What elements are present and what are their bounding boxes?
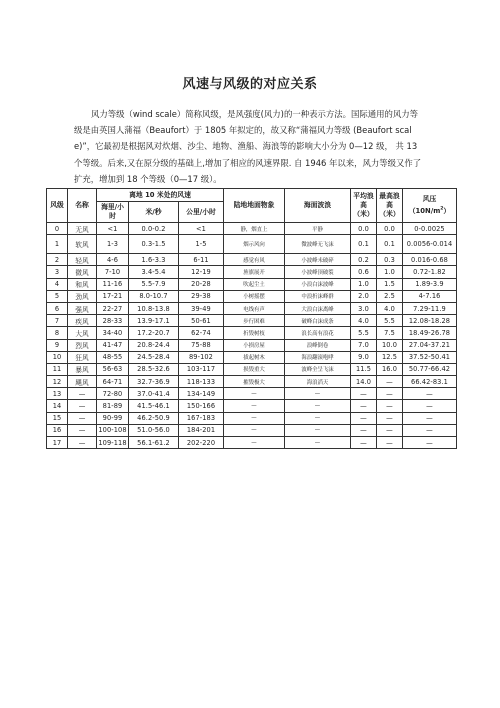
cell-sea: — <box>285 412 351 424</box>
cell-land: 小损房屋 <box>224 339 285 351</box>
cell-max-wave: 2.5 <box>377 290 403 302</box>
header-avg-wave: 平均浪高（米） <box>351 189 377 223</box>
cell-knots: 28-33 <box>97 315 129 327</box>
cell-name: — <box>68 412 97 424</box>
cell-avg-wave: — <box>351 437 377 449</box>
cell-name: — <box>68 400 97 412</box>
cell-name: 狂风 <box>68 351 97 363</box>
cell-pressure: 18.49-26.78 <box>403 327 457 339</box>
cell-pressure: — <box>403 437 457 449</box>
cell-knots: 90-99 <box>97 412 129 424</box>
cell-max-wave: — <box>377 437 403 449</box>
cell-sea: — <box>285 437 351 449</box>
cell-land: 步行困难 <box>224 315 285 327</box>
cell-level: 15 <box>47 412 68 424</box>
cell-kmh: 167-183 <box>179 412 224 424</box>
cell-sea: 浪长高有浪花 <box>285 327 351 339</box>
cell-avg-wave: 11.5 <box>351 363 377 375</box>
cell-level: 2 <box>47 254 68 266</box>
cell-ms: 20.8-24.4 <box>129 339 179 351</box>
table-row <box>47 351 457 363</box>
cell-kmh: 29-38 <box>179 290 224 302</box>
header-pressure-unit-base: （10N/m <box>408 206 441 215</box>
cell-knots: 81-89 <box>97 400 129 412</box>
cell-avg-wave: 4.0 <box>351 315 377 327</box>
cell-avg-wave: 0.0 <box>351 223 377 235</box>
cell-name: 轻风 <box>68 254 97 266</box>
header-pressure-unit-end: ） <box>443 206 451 215</box>
cell-land: 烟示风向 <box>224 235 285 254</box>
table-row <box>47 363 457 375</box>
cell-level: 17 <box>47 437 68 449</box>
cell-name: 微风 <box>68 266 97 278</box>
cell-avg-wave: 1.0 <box>351 278 377 290</box>
cell-name: 暴风 <box>68 363 97 375</box>
cell-max-wave: — <box>377 412 403 424</box>
cell-knots: 34-40 <box>97 327 129 339</box>
cell-ms: 10.8-13.8 <box>129 302 179 314</box>
table-row <box>47 254 457 266</box>
cell-pressure: 66.42-83.1 <box>403 376 457 388</box>
cell-level: 4 <box>47 278 68 290</box>
cell-knots: 64-71 <box>97 376 129 388</box>
cell-max-wave: — <box>377 400 403 412</box>
cell-name: — <box>68 388 97 400</box>
cell-land: 感觉有风 <box>224 254 285 266</box>
cell-pressure: 27.04-37.21 <box>403 339 457 351</box>
table-row <box>47 302 457 314</box>
cell-knots: 100-108 <box>97 424 129 436</box>
intro-paragraph: 风力等级（wind scale）简称风级，是风强度(风力)的一种表示方法。国际通用的风力等级是由英国人蒲福（Beaufort）于 1805 年拟定的，故又称“蒲福风力等级 (Beaufort scale)”，它最初是根据风对炊烟、沙尘、地物、渔船、海浪等的影响大小分为 0—12 级， 共 13 个等级。后来,又在原分级的基础上,增加了相应的风速界限. 自 1946 年以来，风力等级又作了扩充，增加到 18 个等级（0—17 级）。 <box>74 109 422 184</box>
cell-avg-wave: — <box>351 388 377 400</box>
cell-pressure: 1.89-3.9 <box>403 278 457 290</box>
cell-knots: 41-47 <box>97 339 129 351</box>
cell-pressure: 4-7.16 <box>403 290 457 302</box>
header-pressure <box>403 189 457 223</box>
cell-land: 拔起树木 <box>224 351 285 363</box>
cell-max-wave: — <box>377 376 403 388</box>
cell-land: 吹起尘土 <box>224 278 285 290</box>
cell-land: — <box>224 437 285 449</box>
cell-pressure: 0-0.0025 <box>403 223 457 235</box>
cell-sea: 小波峰未破碎 <box>285 254 351 266</box>
cell-level: 5 <box>47 290 68 302</box>
cell-kmh: 12-19 <box>179 266 224 278</box>
cell-level: 16 <box>47 424 68 436</box>
header-pressure-label: 风压 <box>422 195 437 204</box>
cell-max-wave: — <box>377 388 403 400</box>
header-ms: 米/秒 <box>129 202 179 223</box>
table-row <box>47 376 457 388</box>
header-sea: 海面波浪 <box>285 189 351 223</box>
cell-name: 疾风 <box>68 315 97 327</box>
cell-avg-wave: 9.0 <box>351 351 377 363</box>
header-pressure-unit <box>409 207 450 215</box>
cell-ms: 17.2-20.7 <box>129 327 179 339</box>
cell-level: 7 <box>47 315 68 327</box>
cell-sea: — <box>285 400 351 412</box>
cell-max-wave: 10.0 <box>377 339 403 351</box>
table-row <box>47 315 457 327</box>
cell-max-wave: 5.5 <box>377 315 403 327</box>
table-row <box>47 424 457 436</box>
cell-land: 电线有声 <box>224 302 285 314</box>
cell-max-wave: — <box>377 424 403 436</box>
header-kmh: 公里/小时 <box>179 202 224 223</box>
cell-name: — <box>68 437 97 449</box>
cell-max-wave: 4.0 <box>377 302 403 314</box>
cell-max-wave: 0.3 <box>377 254 403 266</box>
cell-ms: 46.2-50.9 <box>129 412 179 424</box>
cell-name: 大风 <box>68 327 97 339</box>
cell-pressure: 12.08-18.28 <box>403 315 457 327</box>
cell-knots: 56-63 <box>97 363 129 375</box>
cell-sea: — <box>285 424 351 436</box>
cell-pressure: 0.016-0.68 <box>403 254 457 266</box>
cell-avg-wave: 3.0 <box>351 302 377 314</box>
cell-name: 和风 <box>68 278 97 290</box>
cell-max-wave: 7.5 <box>377 327 403 339</box>
cell-sea: 破峰白沫成条 <box>285 315 351 327</box>
cell-name: 强风 <box>68 302 97 314</box>
cell-name: 烈风 <box>68 339 97 351</box>
cell-pressure: 0.0056-0.014 <box>403 235 457 254</box>
cell-kmh: 62-74 <box>179 327 224 339</box>
cell-land: 旌旗展开 <box>224 266 285 278</box>
cell-sea: 海浪翻滚咆哮 <box>285 351 351 363</box>
cell-pressure: — <box>403 424 457 436</box>
table-row <box>47 412 457 424</box>
cell-land: 折毁树枝 <box>224 327 285 339</box>
cell-max-wave: 16.0 <box>377 363 403 375</box>
header-land: 陆地地面物象 <box>224 189 285 223</box>
cell-avg-wave: 14.0 <box>351 376 377 388</box>
cell-sea: 海浪滔天 <box>285 376 351 388</box>
cell-land: 小树摇摆 <box>224 290 285 302</box>
cell-level: 11 <box>47 363 68 375</box>
cell-pressure: — <box>403 400 457 412</box>
cell-avg-wave: 0.6 <box>351 266 377 278</box>
cell-max-wave: 1.0 <box>377 266 403 278</box>
cell-level: 0 <box>47 223 68 235</box>
cell-level: 9 <box>47 339 68 351</box>
cell-name: 软风 <box>68 235 97 254</box>
cell-avg-wave: — <box>351 412 377 424</box>
cell-max-wave: 0.1 <box>377 235 403 254</box>
cell-ms: 41.5-46.1 <box>129 400 179 412</box>
cell-sea: 小波峰顶破裂 <box>285 266 351 278</box>
header-max-wave: 最高浪高（米） <box>377 189 403 223</box>
cell-max-wave: 0.0 <box>377 223 403 235</box>
cell-land: — <box>224 400 285 412</box>
table-row <box>47 290 457 302</box>
cell-level: 6 <box>47 302 68 314</box>
cell-kmh: 75-88 <box>179 339 224 351</box>
table-row <box>47 266 457 278</box>
cell-knots: 7-10 <box>97 266 129 278</box>
cell-kmh: 20-28 <box>179 278 224 290</box>
table-row <box>47 400 457 412</box>
header-name: 名称 <box>68 189 97 223</box>
cell-sea: 中浪折沫峰群 <box>285 290 351 302</box>
cell-sea: — <box>285 388 351 400</box>
cell-avg-wave: 0.2 <box>351 254 377 266</box>
cell-kmh: <1 <box>179 223 224 235</box>
cell-kmh: 39-49 <box>179 302 224 314</box>
header-level: 风级 <box>47 189 68 223</box>
cell-ms: 56.1-61.2 <box>129 437 179 449</box>
header-pressure-unit-exp: 2 <box>440 206 444 212</box>
cell-knots: 22-27 <box>97 302 129 314</box>
cell-knots: 48-55 <box>97 351 129 363</box>
table-row <box>47 235 457 254</box>
cell-avg-wave: 2.0 <box>351 290 377 302</box>
cell-kmh: 1-5 <box>179 235 224 254</box>
cell-sea: 大浪白沫离峰 <box>285 302 351 314</box>
cell-land: 损毁重大 <box>224 363 285 375</box>
cell-avg-wave: 7.0 <box>351 339 377 351</box>
cell-max-wave: 1.5 <box>377 278 403 290</box>
cell-sea: 波峰全呈飞沫 <box>285 363 351 375</box>
cell-ms: 0.0-0.2 <box>129 223 179 235</box>
table-row <box>47 339 457 351</box>
cell-ms: 32.7-36.9 <box>129 376 179 388</box>
cell-land: — <box>224 424 285 436</box>
cell-kmh: 89-102 <box>179 351 224 363</box>
cell-pressure: — <box>403 388 457 400</box>
cell-ms: 24.5-28.4 <box>129 351 179 363</box>
cell-ms: 0.3-1.5 <box>129 235 179 254</box>
cell-avg-wave: 0.1 <box>351 235 377 254</box>
cell-ms: 3.4-5.4 <box>129 266 179 278</box>
cell-kmh: 103-117 <box>179 363 224 375</box>
cell-pressure: 50.77-66.42 <box>403 363 457 375</box>
cell-pressure: 37.52-50.41 <box>403 351 457 363</box>
cell-knots: <1 <box>97 223 129 235</box>
cell-land: — <box>224 412 285 424</box>
cell-knots: 4-6 <box>97 254 129 266</box>
cell-ms: 1.6-3.3 <box>129 254 179 266</box>
cell-level: 8 <box>47 327 68 339</box>
cell-avg-wave: — <box>351 400 377 412</box>
cell-name: 劲风 <box>68 290 97 302</box>
table-header <box>47 189 457 223</box>
cell-land: — <box>224 388 285 400</box>
table-row <box>47 327 457 339</box>
cell-name: 无风 <box>68 223 97 235</box>
cell-sea: 平静 <box>285 223 351 235</box>
cell-pressure: 0.72-1.82 <box>403 266 457 278</box>
cell-max-wave: 12.5 <box>377 351 403 363</box>
cell-knots: 109-118 <box>97 437 129 449</box>
cell-kmh: 118-133 <box>179 376 224 388</box>
cell-knots: 11-16 <box>97 278 129 290</box>
cell-name: 飓风 <box>68 376 97 388</box>
cell-level: 1 <box>47 235 68 254</box>
cell-land: 静，烟直上 <box>224 223 285 235</box>
cell-land: 摧毁极大 <box>224 376 285 388</box>
cell-knots: 1-3 <box>97 235 129 254</box>
cell-level: 14 <box>47 400 68 412</box>
cell-sea: 微波峰无飞沫 <box>285 235 351 254</box>
cell-kmh: 202-220 <box>179 437 224 449</box>
cell-kmh: 6-11 <box>179 254 224 266</box>
cell-name: — <box>68 424 97 436</box>
cell-level: 13 <box>47 388 68 400</box>
wind-scale-table <box>46 188 457 449</box>
cell-pressure: — <box>403 412 457 424</box>
table-row <box>47 223 457 235</box>
cell-avg-wave: 5.5 <box>351 327 377 339</box>
cell-sea: 浪峰倒卷 <box>285 339 351 351</box>
cell-ms: 8.0-10.7 <box>129 290 179 302</box>
cell-level: 3 <box>47 266 68 278</box>
header-speed-group: 离地 10 米处的风速 <box>97 189 224 202</box>
document-title: 风速与风级的对应关系 <box>182 77 318 92</box>
cell-kmh: 184-201 <box>179 424 224 436</box>
table-row <box>47 278 457 290</box>
cell-kmh: 150-166 <box>179 400 224 412</box>
cell-level: 10 <box>47 351 68 363</box>
table-row <box>47 437 457 449</box>
cell-kmh: 50-61 <box>179 315 224 327</box>
cell-kmh: 134-149 <box>179 388 224 400</box>
cell-ms: 13.9-17.1 <box>129 315 179 327</box>
cell-ms: 5.5-7.9 <box>129 278 179 290</box>
header-knots: 海里/小时 <box>97 202 129 223</box>
cell-level: 12 <box>47 376 68 388</box>
table-body <box>47 223 457 449</box>
cell-ms: 51.0-56.0 <box>129 424 179 436</box>
cell-ms: 28.5-32.6 <box>129 363 179 375</box>
cell-sea: 小浪白沫波峰 <box>285 278 351 290</box>
cell-knots: 17-21 <box>97 290 129 302</box>
cell-pressure: 7.29-11.9 <box>403 302 457 314</box>
table-row <box>47 388 457 400</box>
cell-avg-wave: — <box>351 424 377 436</box>
cell-knots: 72-80 <box>97 388 129 400</box>
cell-ms: 37.0-41.4 <box>129 388 179 400</box>
